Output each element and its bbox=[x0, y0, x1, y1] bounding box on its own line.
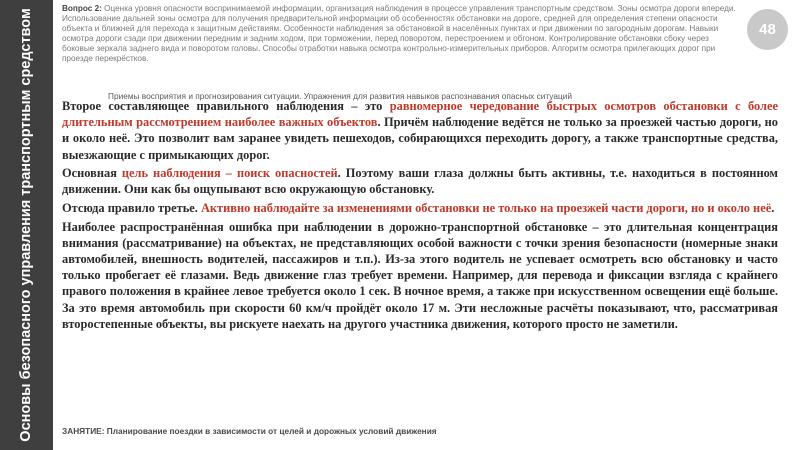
overlapping-subtitle: Приемы восприятия и прогнозирования ситуации. Упражнения для развития навыков распознавания опасных ситуаций bbox=[108, 91, 572, 101]
paragraph-2-end: . Поэтому ваши глаза должны быть активны, т.е. находиться в постоянном движении. Они как бы ощупывают всю окружающую обстановку. bbox=[62, 166, 778, 197]
paragraph-2 bbox=[62, 165, 778, 197]
paragraph-3 bbox=[62, 200, 778, 216]
main-text bbox=[62, 98, 778, 334]
paragraph-2-highlight: цель наблюдения – поиск опасностей bbox=[121, 166, 338, 181]
paragraph-2-start: Основная bbox=[62, 166, 122, 181]
paragraph-3-end: . bbox=[771, 201, 775, 215]
paragraph-3-highlight: Активно наблюдайте за изменениями обстановки не только на проезжей части дороги, но и около неё bbox=[200, 201, 772, 215]
sidebar-title: Основы безопасного управления транспортным средством bbox=[18, 8, 34, 442]
question-label: Вопрос 2: bbox=[62, 4, 102, 13]
question-title: Оценка уровня опасности воспринимаемой информации, организация наблюдения в процессе управления транспортным средством. Зоны осмотра дороги впереди. Использование дальней зоны осмотра для получения предварительной информации об особенностях обстановки на дороге, средней для определения степени опасности объекта и ближней для перехода к защитным действиям. Особенности наблюдения за обстановкой в населённых пунктах и при движении по загородным дорогам. Навыки осмотра дороги сзади при движении передним и задним ходом, при торможении, перед поворотом, перестроением и обгоном. Контролирование обстановки сбоку через боковые зеркала заднего вида и поворотом головы. Способы отработки навыка осмотра контрольно-измерительных приборов. Алгоритм осмотра прилегающих дорог при проезде перекрёстков. bbox=[62, 4, 736, 64]
paragraph-3-start: Отсюда правило третье. bbox=[62, 201, 201, 215]
slide-number-badge: 48 bbox=[747, 9, 788, 50]
paragraph-1-start: Второе составляющее правильного наблюдения – это bbox=[62, 99, 390, 113]
paragraph-1 bbox=[62, 98, 778, 163]
sidebar bbox=[0, 0, 53, 450]
paragraph-1-highlight: равномерное чередование быстрых осмотров обстановки с более длительным рассмотрением наиболее важных объектов bbox=[62, 99, 778, 130]
footer-lesson-title: ЗАНЯТИЕ: Планирование поездки в зависимости от целей и дорожных условий движения bbox=[62, 426, 437, 436]
paragraph-1-end: . Причём наблюдение ведётся не только за проезжей частью дороги, но и около неё. Это позволит вам заранее увидеть пешеходов, собирающихся переходить дорогу, а также транспортные средства, выезжающие с примыкающих дорог. bbox=[62, 115, 778, 162]
paragraph-4: Наиболее распространённая ошибка при наблюдении в дорожно-транспортной обстановке – это длительная концентрация внимания (рассматривание) на объектах, не представляющих особой важности с точки зрения безопасности (номерные знаки автомобилей, внешность водителей, пассажиров и т.п.). Из-за этого водитель не успевает осмотреть всю обстановку и часто только пробегает её глазами. Ведь движение глаз требует времени. Например, для перевода и фиксации взгляда с крайнего правого положения в крайнее левое требуется около 1 сек. В ночное время, а также при искусственном освещении ещё больше. За это время автомобиль при скорости 60 км/ч пройдёт около 17 м. Эти несложные расчёты показывают, что, рассматривая второстепенные объекты, вы рискуете наехать на другого участника движения, которого просто не заметили. bbox=[62, 219, 778, 331]
question-header bbox=[62, 4, 740, 65]
